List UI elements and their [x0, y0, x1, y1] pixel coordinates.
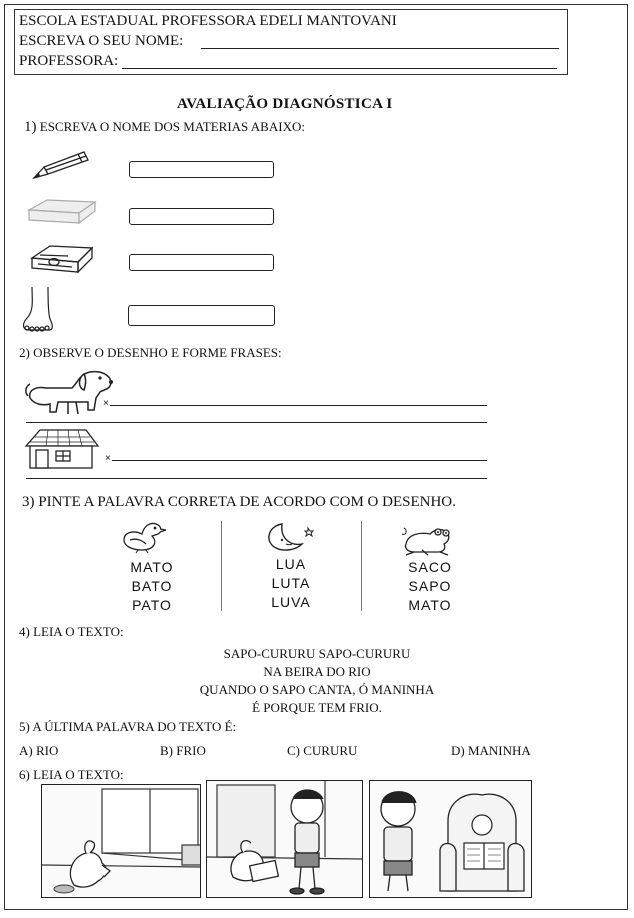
- answer-box-1[interactable]: [129, 161, 274, 178]
- question-3-text: 3) PINTE A PALAVRA CORRETA DE ACORDO COM O DESENHO.: [22, 494, 456, 510]
- poem-line-2: NA BEIRA DO RIO: [263, 664, 371, 679]
- sentence-line-1[interactable]: [110, 405, 487, 406]
- word-2-3[interactable]: LUVA: [271, 594, 311, 610]
- word-1-1[interactable]: MATO: [130, 559, 174, 575]
- option-c[interactable]: C) CURURU: [287, 743, 358, 758]
- word-2-1[interactable]: LUA: [275, 556, 307, 572]
- question-5-text: 5) A ÚLTIMA PALAVRA DO TEXTO É:: [19, 719, 237, 734]
- comic-panel-3: [369, 780, 532, 898]
- teacher-blank[interactable]: [122, 68, 557, 69]
- school-name: ESCOLA ESTADUAL PROFESSORA EDELI MANTOVANI: [19, 13, 397, 29]
- word-3-3[interactable]: MATO: [408, 597, 452, 613]
- question-1: [24, 119, 305, 136]
- option-a[interactable]: A) RIO: [19, 743, 59, 758]
- question-4-text: 4) LEIA O TEXTO:: [19, 624, 124, 639]
- house-icon: [24, 428, 100, 470]
- answer-box-2[interactable]: [129, 208, 274, 225]
- name-label: ESCREVA O SEU NOME:: [19, 33, 184, 49]
- word-3-2[interactable]: SAPO: [408, 578, 452, 594]
- poem-line-1: SAPO-CURURU SAPO-CURURU: [223, 646, 411, 661]
- group-divider-2: [361, 521, 362, 611]
- question-6-text: 6) LEIA O TEXTO:: [19, 767, 124, 782]
- group-divider-1: [221, 521, 222, 611]
- sharpener-icon: [28, 240, 96, 276]
- sentence-line-3[interactable]: [112, 460, 487, 461]
- word-2-2[interactable]: LUTA: [271, 575, 311, 591]
- answer-box-3[interactable]: [129, 254, 274, 271]
- question-2-text: 2) OBSERVE O DESENHO E FORME FRASES:: [19, 345, 282, 360]
- foot-icon: [18, 285, 58, 333]
- answer-box-4[interactable]: [128, 305, 275, 326]
- name-blank[interactable]: [201, 48, 559, 49]
- moon-icon: [258, 520, 320, 554]
- poem-line-4: É PORQUE TEM FRIO.: [252, 700, 382, 715]
- word-1-3[interactable]: PATO: [132, 597, 172, 613]
- poem-line-3: QUANDO O SAPO CANTA, Ó MANINHA: [199, 682, 435, 697]
- header-box: [14, 9, 568, 75]
- pencil-icon: [30, 148, 92, 182]
- comic-panel-2: [206, 780, 363, 898]
- question-1-number: 1): [24, 119, 37, 135]
- word-3-1[interactable]: SACO: [408, 559, 452, 575]
- frog-icon: [400, 522, 456, 556]
- sentence-line-4[interactable]: [26, 478, 487, 479]
- page-title: AVALIAÇÃO DIAGNÓSTICA I: [177, 96, 393, 112]
- line-start-mark-2: ×: [105, 453, 111, 464]
- teacher-label: PROFESSORA:: [19, 53, 119, 69]
- word-1-2[interactable]: BATO: [131, 578, 173, 594]
- dog-icon: [24, 368, 116, 418]
- option-b[interactable]: B) FRIO: [160, 743, 206, 758]
- eraser-icon: [25, 196, 100, 226]
- duck-icon: [120, 518, 168, 554]
- line-start-mark-1: ×: [103, 398, 109, 409]
- option-d[interactable]: D) MANINHA: [451, 743, 531, 758]
- comic-panel-1: [41, 784, 201, 898]
- question-1-text: ESCREVA O NOME DOS MATERIAS ABAIXO:: [39, 119, 305, 134]
- sentence-line-2[interactable]: [26, 422, 487, 423]
